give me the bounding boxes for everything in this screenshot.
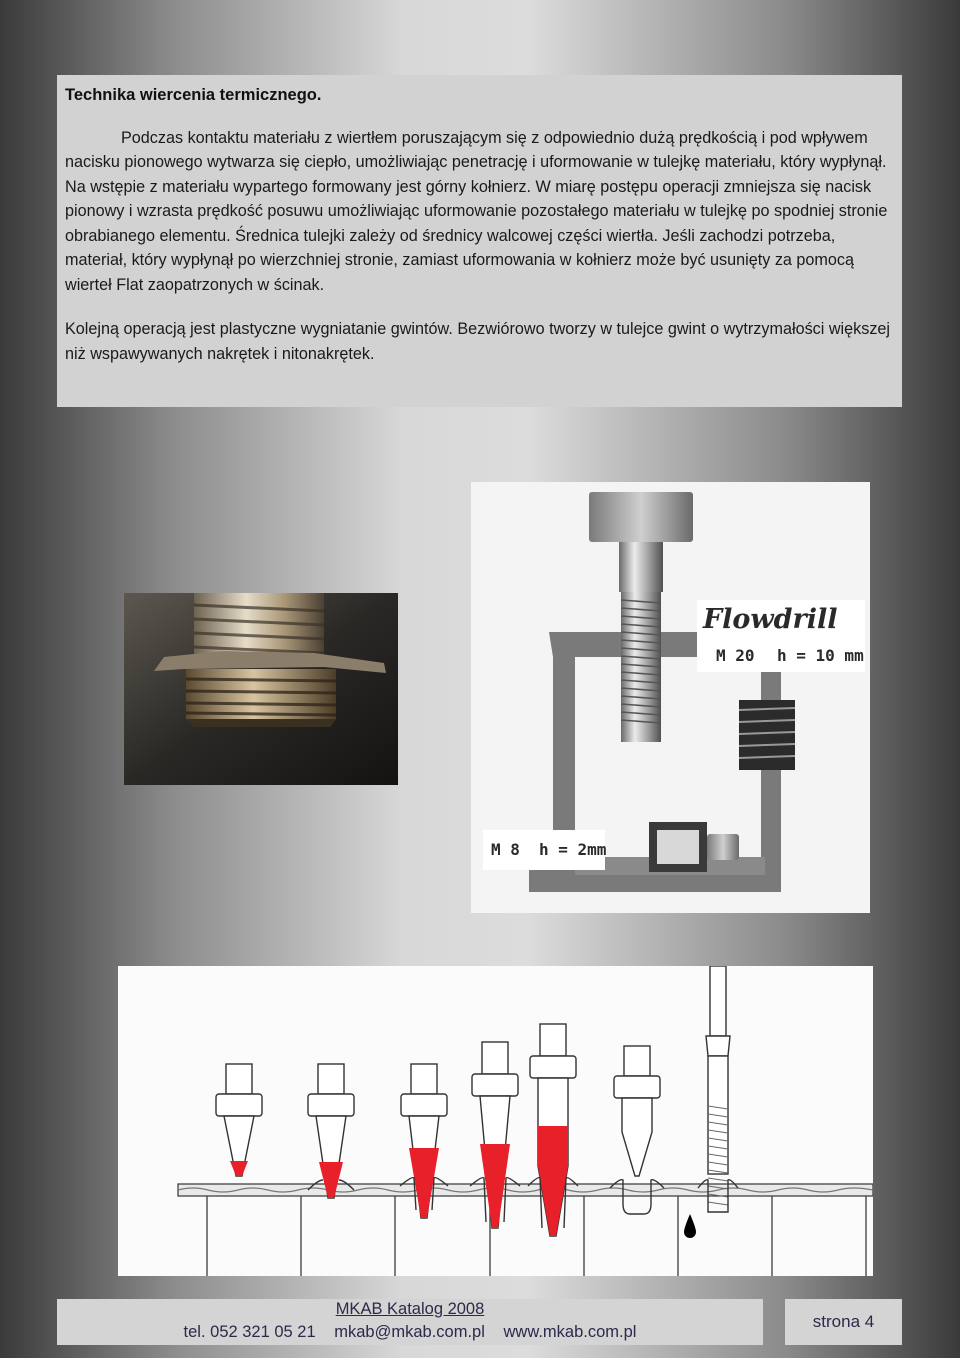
phone-number: tel. 052 321 05 21	[183, 1323, 316, 1341]
flowdrill-sample-photo	[471, 482, 870, 913]
website-link[interactable]: www.mkab.com.pl	[503, 1323, 637, 1341]
email-link[interactable]: mkab@mkab.com.pl	[334, 1323, 485, 1341]
stage-4-drill	[470, 1042, 520, 1228]
page-number-box	[785, 1299, 902, 1345]
thermal-drilling-process-diagram	[118, 966, 873, 1276]
small-thread-size-label: M 8	[491, 840, 520, 859]
catalog-title[interactable]: MKAB Katalog 2008	[335, 1300, 485, 1318]
flowdrill-brand-label: Flowdrill	[703, 604, 838, 635]
stage-1-drill	[216, 1064, 262, 1176]
stage-5-drill	[528, 1024, 578, 1236]
oil-drop-icon	[684, 1214, 696, 1238]
stage-2-drill	[308, 1064, 354, 1198]
small-bushing-height-label: h = 2mm	[539, 840, 607, 859]
article-paragraph-1: Podczas kontaktu materiału z wiertłem poruszającym się z odpowiednio dużą prędkością i pod wpływem nacisku pionowego wytwarza się ciepło, umożliwiając penetrację i uformowanie w tulejkę materiału, który wypłynął. Na wstępie z materiału wypartego formowany jest górny kołnierz. W miarę postępu operacji zmniejsza się nacisk pionowy i wzrasta prędkość posuwu umożliwiając uformowanie pozostałego materiału w tulejkę po spodniej stronie obrabianego elementu. Średnica tulejki zależy od średnicy walcowej części wiertła. Jeśli zachodzi potrzeba, materiał, który wypłynął po wierzchniej stronie, zamiast uformowania w kołnierz może być usunięty za pomocą wierteł Flat zaopatrzonych w ścinak.	[65, 128, 888, 294]
large-bushing-height-label: h = 10 mm	[777, 646, 864, 665]
article-text-box	[57, 75, 902, 407]
large-thread-size-label: M 20	[716, 646, 755, 665]
article-title: Technika wiercenia termicznego.	[65, 86, 322, 104]
article-paragraph-2: Kolejną operacją jest plastyczne wygniatanie gwintów. Bezwiórowo tworzy w tulejce gwint o wytrzymałości większej niż wspawywanych nakrętek i nitonakrętek.	[65, 320, 891, 363]
bushing-closeup-photo	[124, 593, 398, 785]
footer-contact-bar	[57, 1299, 763, 1345]
stage-7-thread-former	[698, 966, 738, 1212]
footer-contacts	[57, 1323, 763, 1342]
page-number: strona 4	[812, 1312, 875, 1331]
sheet-metal	[178, 1184, 873, 1196]
